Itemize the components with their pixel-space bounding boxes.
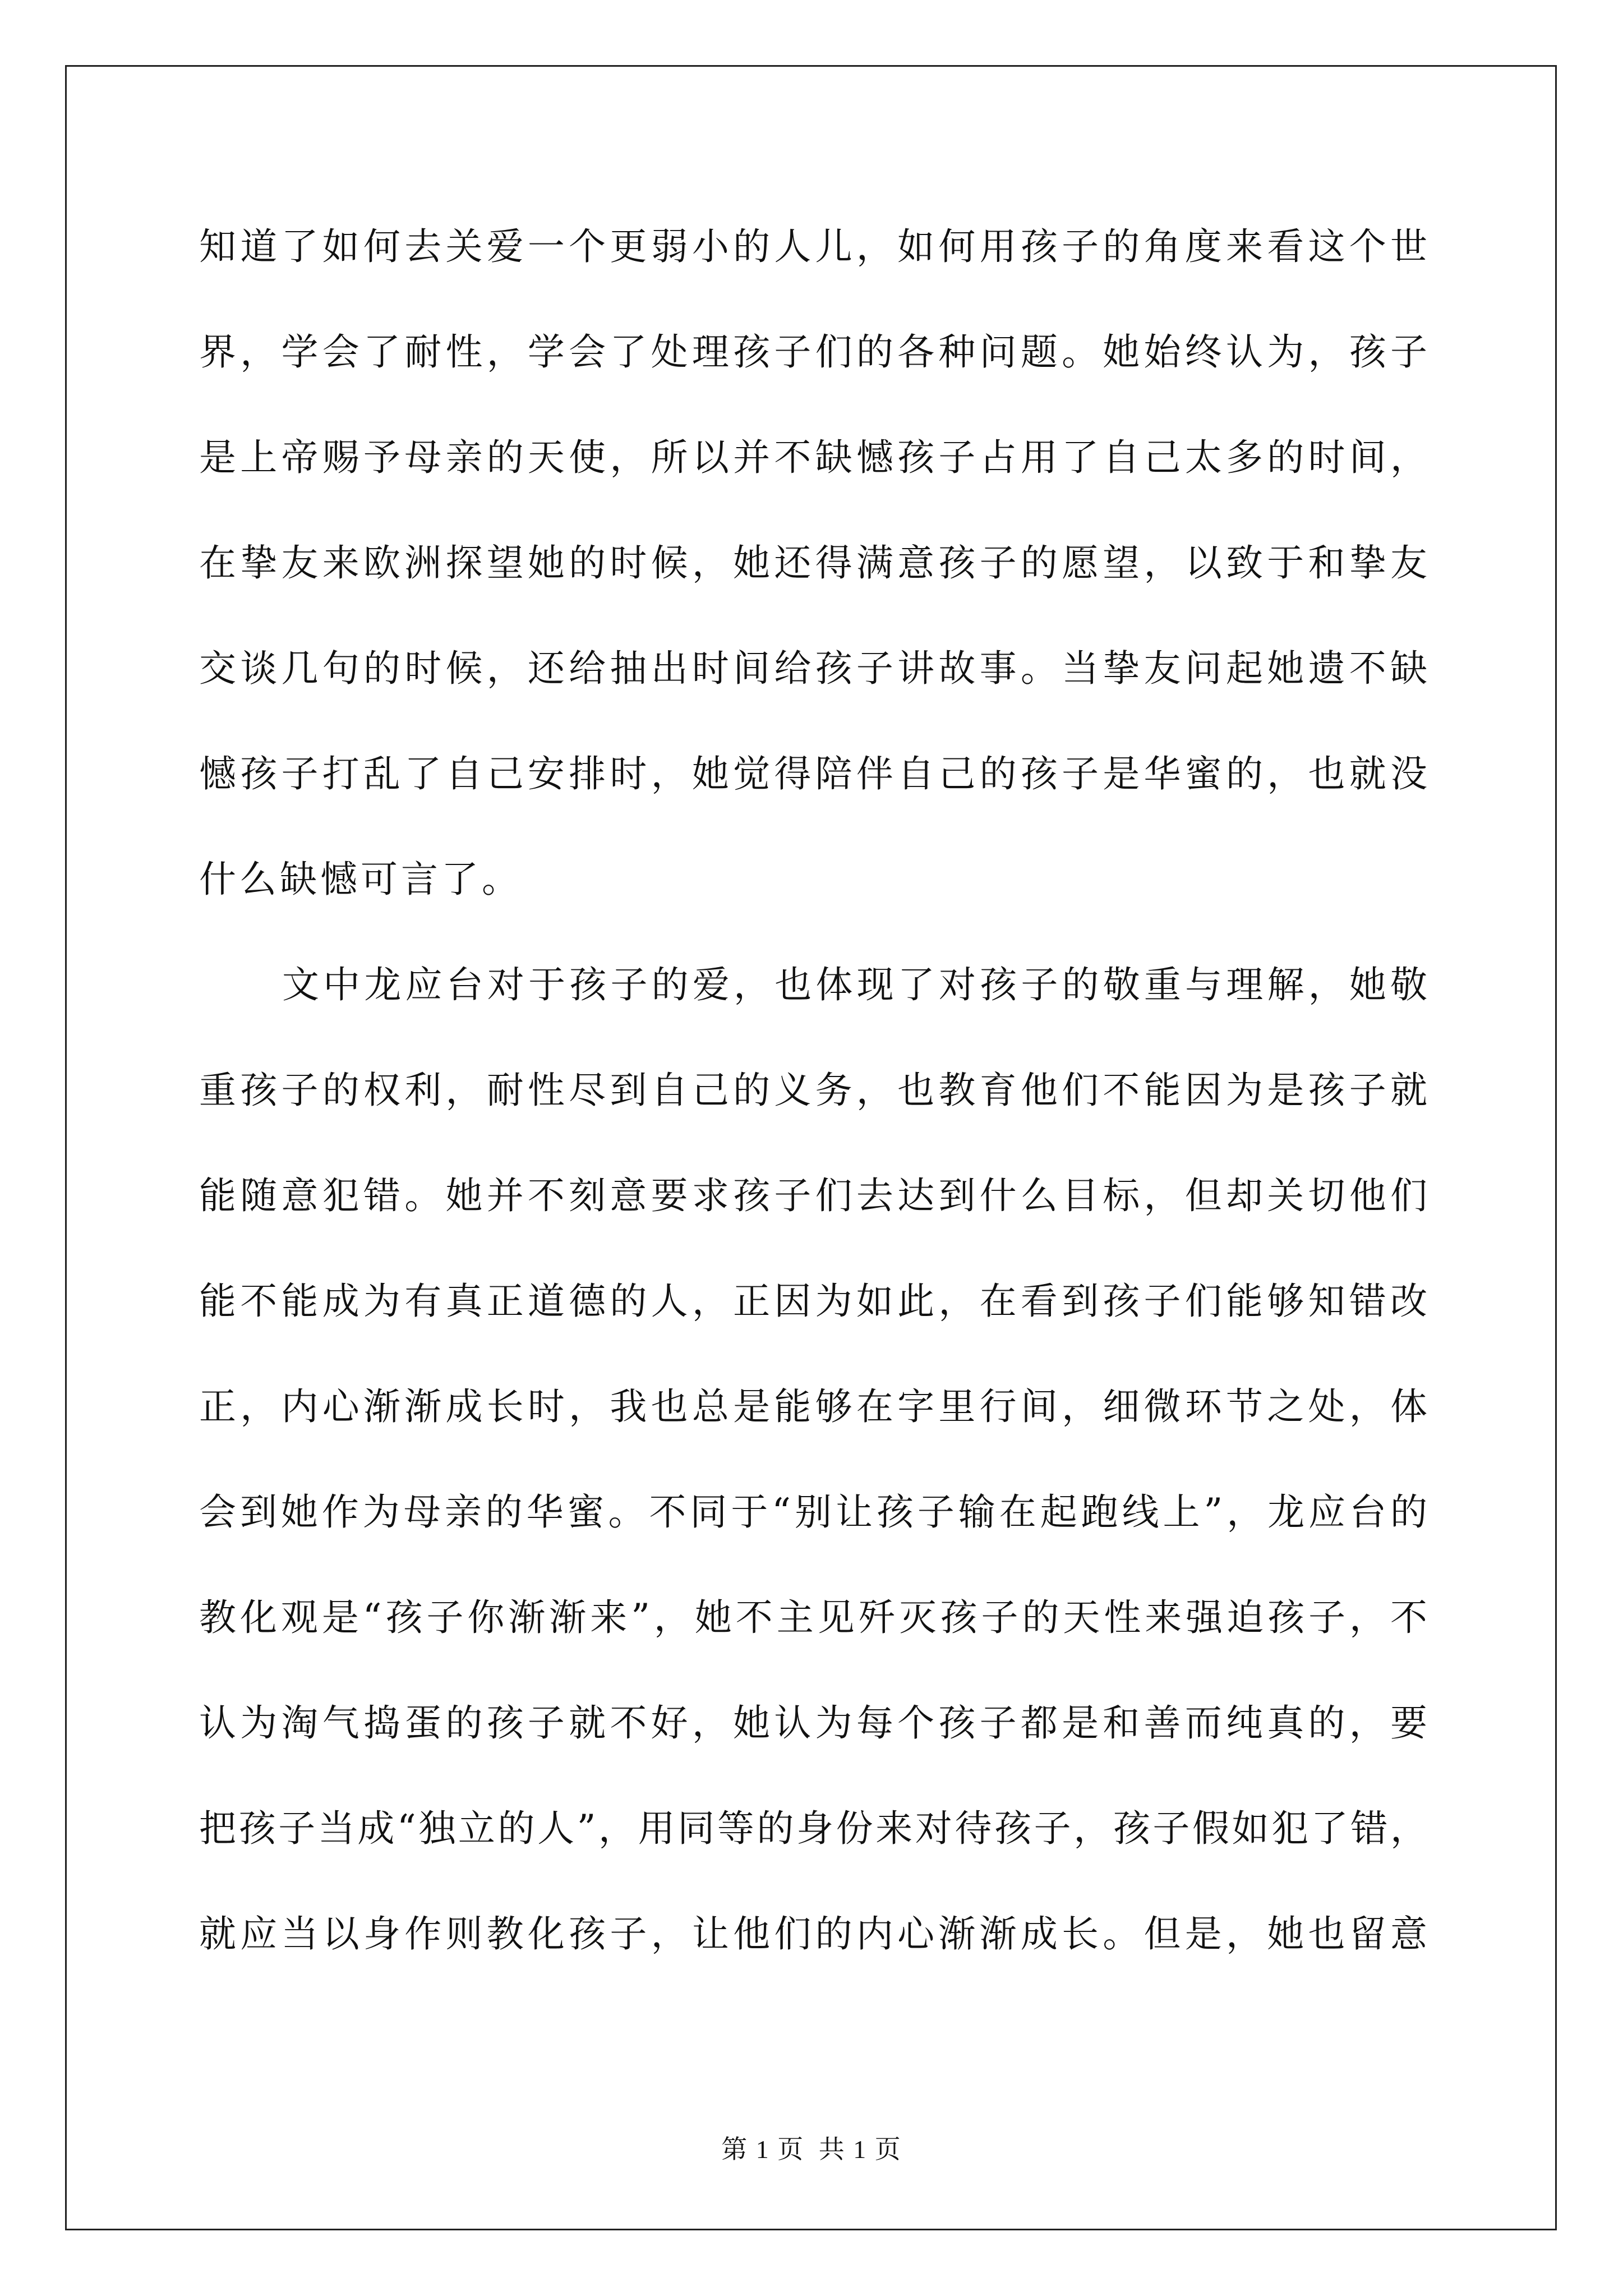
text-line: 能不能成为有真正道德的人，正因为如此，在看到孩子们能够知错改 — [199, 1280, 1427, 1323]
page-footer — [0, 2129, 1623, 2166]
text-line: 能随意犯错。她并不刻意要求孩子们去达到什么目标，但却关切他们 — [199, 1174, 1427, 1217]
text-line: 界，学会了耐性，学会了处理孩子们的各种问题。她始终认为，孩子 — [199, 330, 1427, 374]
text-line: 憾孩子打乱了自己安排时，她觉得陪伴自己的孩子是华蜜的，也就没 — [199, 752, 1427, 795]
text-line: 认为淘气捣蛋的孩子就不好，她认为每个孩子都是和善而纯真的，要 — [199, 1701, 1427, 1745]
text-line: 文中龙应台对于孩子的爱，也体现了对孩子的敬重与理解，她敬 — [282, 963, 1427, 1006]
page-total: 共 1 页 — [818, 2135, 902, 2164]
text-line: 把孩子当成“独立的人”，用同等的身份来对待孩子，孩子假如犯了错， — [199, 1807, 1427, 1850]
text-line: 就应当以身作则教化孩子，让他们的内心渐渐成长。但是，她也留意 — [199, 1912, 1427, 1955]
text-line: 是上帝赐予母亲的天使，所以并不缺憾孩子占用了自己太多的时间， — [199, 436, 1427, 479]
text-line: 交谈几句的时候，还给抽出时间给孩子讲故事。当挚友问起她遗不缺 — [199, 647, 1427, 690]
page-number: 第 1 页 — [721, 2135, 805, 2164]
text-line: 知道了如何去关爱一个更弱小的人儿，如何用孩子的角度来看这个世 — [199, 225, 1427, 268]
text-line: 正，内心渐渐成长时，我也总是能够在字里行间，细微环节之处，体 — [199, 1385, 1427, 1428]
text-line: 在挚友来欧洲探望她的时候，她还得满意孩子的愿望，以致于和挚友 — [199, 541, 1427, 585]
text-line: 教化观是“孩子你渐渐来”，她不主见歼灭孩子的天性来强迫孩子，不 — [199, 1596, 1427, 1639]
document-body — [199, 219, 1427, 2012]
text-line: 重孩子的权利，耐性尽到自己的义务，也教育他们不能因为是孩子就 — [199, 1069, 1427, 1112]
text-line: 会到她作为母亲的华蜜。不同于“别让孩子输在起跑线上”，龙应台的 — [199, 1490, 1427, 1534]
text-line: 什么缺憾可言了。 — [199, 858, 522, 901]
